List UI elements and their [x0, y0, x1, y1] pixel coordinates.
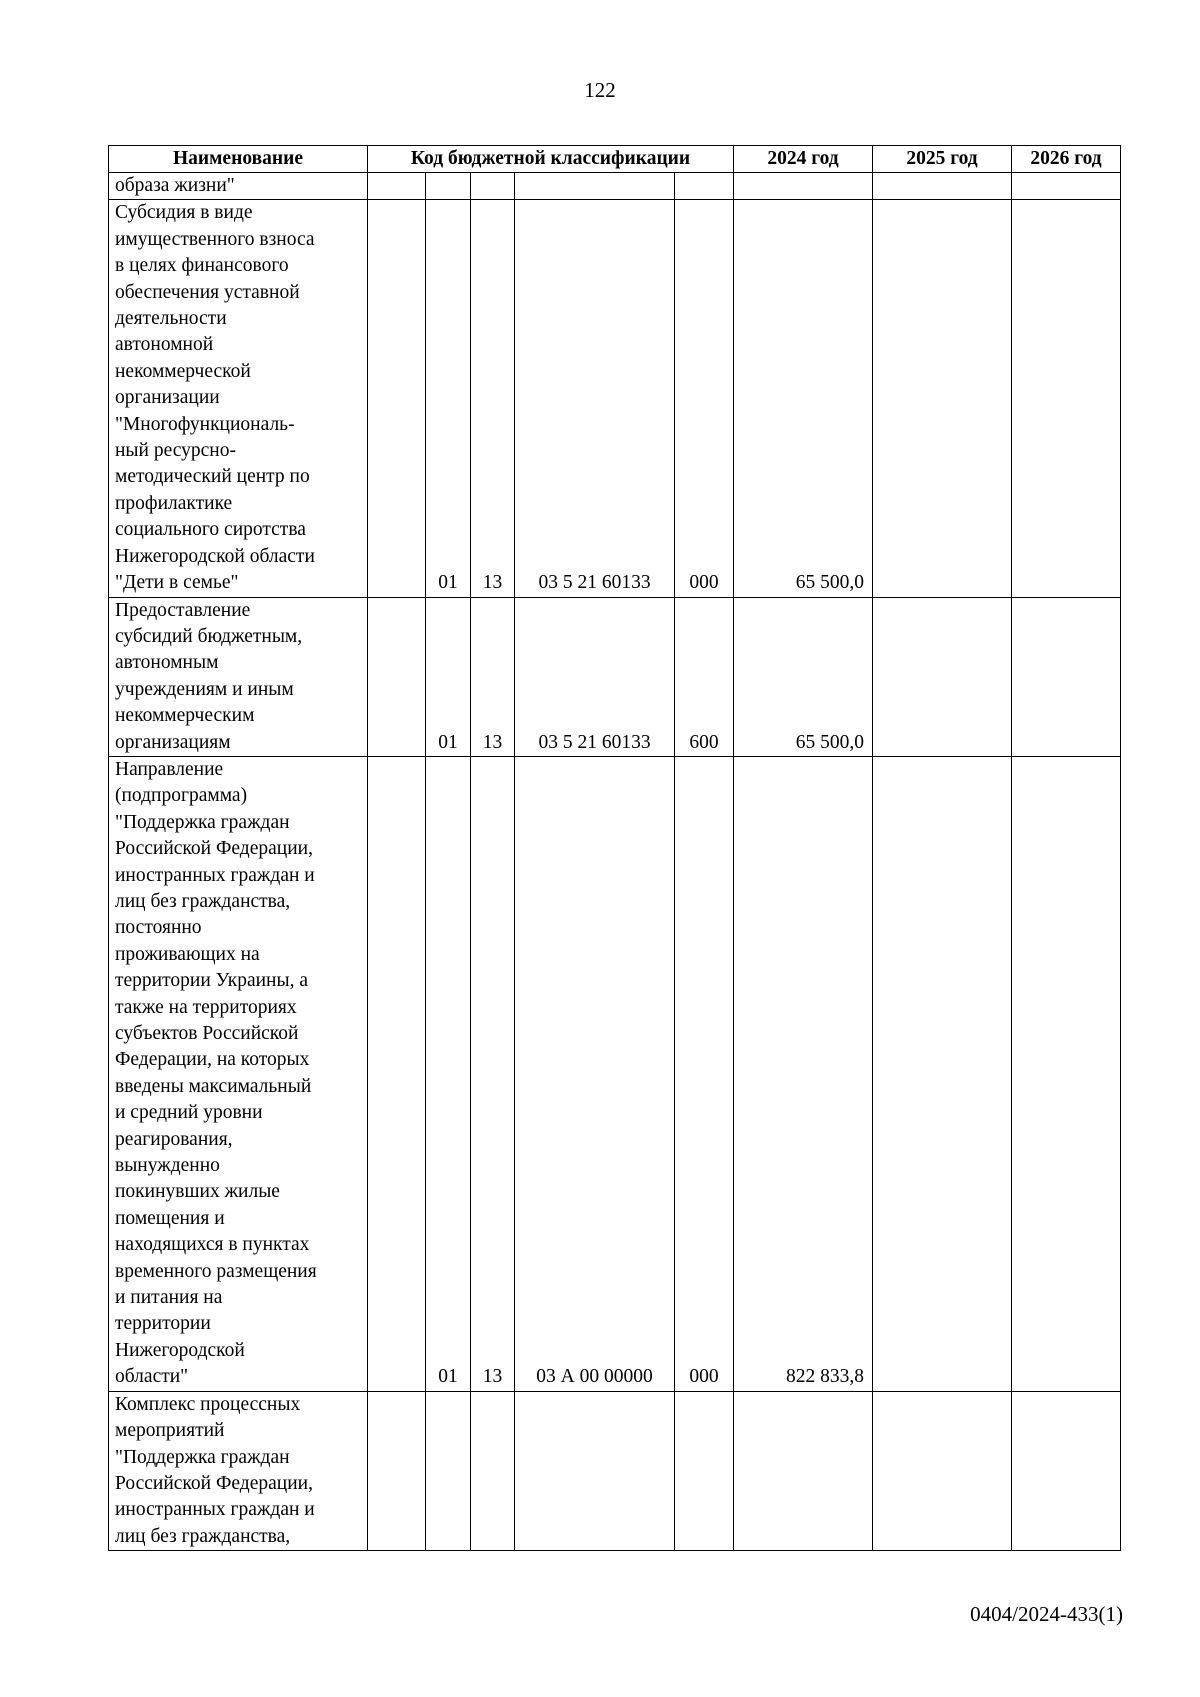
row-name: [109, 200, 368, 597]
row-name-line: области": [115, 1366, 189, 1388]
amount-2025: [873, 597, 1012, 756]
code-target-article: [515, 173, 675, 200]
row-name-line: покинувших жилые: [115, 1181, 280, 1203]
row-name-line: организации: [115, 387, 220, 409]
amount-2024: [734, 173, 873, 200]
row-name-line: Российской Федерации,: [115, 838, 313, 860]
header-budget-code: Код бюджетной классификации: [368, 146, 734, 173]
code-target-article: 03 А 00 00000: [515, 756, 675, 1391]
amount-2025: [873, 1391, 1012, 1550]
row-name: [109, 173, 368, 200]
table-row: [109, 756, 1121, 1391]
document-code: 0404/2024-433(1): [970, 1602, 1123, 1626]
row-name-line: введены максимальный: [115, 1075, 312, 1097]
table-row: [109, 1391, 1121, 1550]
row-name-line: автономной: [115, 334, 214, 356]
row-name-line: "Поддержка граждан: [115, 811, 290, 833]
row-name-line: проживающих на: [115, 943, 260, 965]
row-name-line: постоянно: [115, 917, 202, 939]
row-name: [109, 756, 368, 1391]
row-name-line: территории: [115, 1313, 211, 1335]
row-name-line: организациям: [115, 731, 231, 753]
row-name-line: обеспечения уставной: [115, 281, 300, 303]
row-name-line: субъектов Российской: [115, 1023, 299, 1044]
header-2025: 2025 год: [873, 146, 1012, 173]
code-target-article: 03 5 21 60133: [515, 200, 675, 597]
row-name-line: деятельности: [115, 308, 227, 330]
row-name-line: некоммерческой: [115, 360, 251, 382]
row-name-line: Российской Федерации,: [115, 1472, 313, 1494]
amount-2026: [1012, 597, 1121, 756]
code-subsection: [471, 1391, 515, 1550]
code-subsection: [471, 173, 515, 200]
row-name-line: вынужденно: [115, 1155, 220, 1177]
row-name-line: иностранных граждан и: [115, 1499, 315, 1521]
budget-table: [108, 145, 1121, 1551]
code-expense-type: 000: [675, 200, 734, 597]
code-subsection: 13: [471, 200, 515, 597]
amount-2025: [873, 200, 1012, 597]
amount-2026: [1012, 1391, 1121, 1550]
row-name-line: реагирования,: [115, 1128, 233, 1150]
row-name-line: находящихся в пунктах: [115, 1234, 310, 1256]
code-subsection: 13: [471, 597, 515, 756]
row-name-line: ный ресурсно-: [115, 440, 236, 462]
amount-2024: 65 500,0: [734, 597, 873, 756]
code-blank-cell: [368, 1391, 426, 1550]
row-name-line: и средний уровни: [115, 1102, 263, 1124]
row-name-line: учреждениям и иным: [115, 678, 294, 700]
code-section: 01: [426, 756, 471, 1391]
code-expense-type: [675, 1391, 734, 1550]
row-name-line: Комплекс процессных: [115, 1393, 301, 1415]
row-name-line: Субсидия в виде: [115, 202, 253, 224]
row-name-line: лиц без гражданства,: [115, 1525, 291, 1547]
code-section: [426, 1391, 471, 1550]
row-name-line: временного размещения: [115, 1260, 317, 1282]
row-name-line: также на территориях: [115, 996, 297, 1018]
amount-2024: 822 833,8: [734, 756, 873, 1391]
table-row: [109, 173, 1121, 200]
row-name-line: и питания на: [115, 1287, 223, 1309]
table-body: [109, 173, 1121, 1551]
amount-2026: [1012, 173, 1121, 200]
header-name: Наименование: [109, 146, 368, 173]
row-name-line: лиц без гражданства,: [115, 890, 291, 912]
row-name-line: "Дети в семье": [115, 572, 239, 594]
code-target-article: 03 5 21 60133: [515, 597, 675, 756]
table-header-row: [109, 146, 1121, 173]
code-blank-cell: [368, 173, 426, 200]
row-name-line: мероприятий: [115, 1420, 225, 1442]
row-name-line: профилактике: [115, 492, 233, 514]
row-name: [109, 1391, 368, 1550]
row-name-line: методический центр по: [115, 466, 310, 488]
row-name-line: территории Украины, а: [115, 970, 308, 992]
row-name-line: "Поддержка граждан: [115, 1446, 290, 1468]
row-name-line: Направление: [115, 758, 224, 780]
row-name-line: имущественного взноса: [115, 228, 315, 250]
row-name-line: "Многофункциональ-: [115, 413, 295, 435]
code-section: [426, 173, 471, 200]
amount-2025: [873, 173, 1012, 200]
table-row: [109, 597, 1121, 756]
code-expense-type: 600: [675, 597, 734, 756]
header-2024: 2024 год: [734, 146, 873, 173]
amount-2024: 65 500,0: [734, 200, 873, 597]
header-2026: 2026 год: [1012, 146, 1121, 173]
code-expense-type: [675, 173, 734, 200]
row-name-line: автономным: [115, 652, 219, 674]
row-name-line: некоммерческим: [115, 705, 255, 727]
code-section: 01: [426, 597, 471, 756]
code-subsection: 13: [471, 756, 515, 1391]
row-name-line: помещения и: [115, 1207, 225, 1229]
amount-2024: [734, 1391, 873, 1550]
row-name-line: (подпрограмма): [115, 785, 248, 807]
row-name-line: Нижегородской: [115, 1339, 245, 1361]
row-name-line: Нижегородской области: [115, 545, 315, 567]
amount-2026: [1012, 756, 1121, 1391]
row-name: [109, 597, 368, 756]
page-number: 122: [584, 78, 616, 102]
row-name-line: Федерации, на которых: [115, 1049, 310, 1071]
table-row: [109, 200, 1121, 597]
amount-2026: [1012, 200, 1121, 597]
code-expense-type: 000: [675, 756, 734, 1391]
amount-2025: [873, 756, 1012, 1391]
code-blank-cell: [368, 756, 426, 1391]
row-name-line: Предоставление: [115, 599, 251, 621]
code-section: 01: [426, 200, 471, 597]
code-target-article: [515, 1391, 675, 1550]
row-name-line: образа жизни": [115, 175, 235, 196]
row-name-line: социального сиротства: [115, 519, 306, 541]
code-blank-cell: [368, 200, 426, 597]
row-name-line: в целях финансового: [115, 255, 289, 277]
row-name-line: иностранных граждан и: [115, 864, 315, 886]
code-blank-cell: [368, 597, 426, 756]
row-name-line: субсидий бюджетным,: [115, 625, 303, 647]
